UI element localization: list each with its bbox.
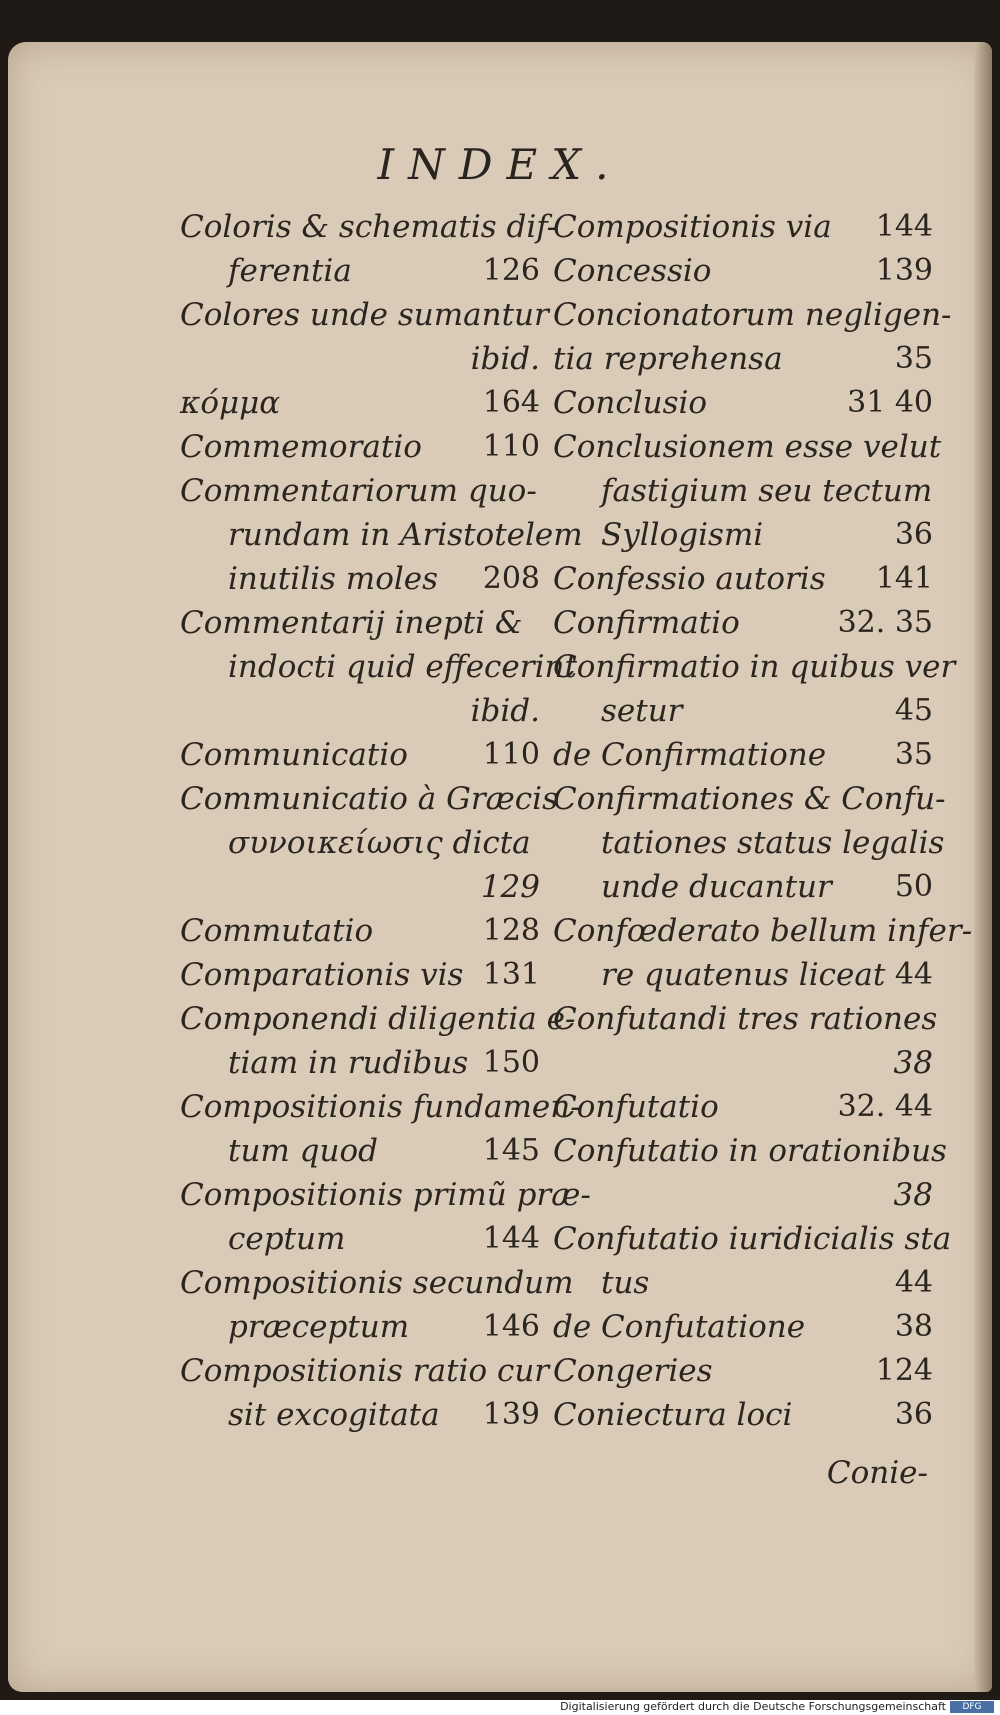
index-page-number: 110 [482,429,540,464]
index-entry-text: Compositionis ratio cur [180,1353,550,1389]
index-entry-text: Conclusionem esse velut [553,429,942,465]
index-entry-line [553,777,946,821]
index-entry-line [180,909,540,953]
index-entry-line [553,1217,952,1261]
index-entry-line [553,1305,933,1349]
index-entry [553,601,933,645]
index-entry [553,997,938,1085]
index-entry-text: tia reprehensa [553,341,783,377]
index-entry-text: Communicatio à Græcis [180,781,558,817]
index-page-number: 45 [894,693,933,728]
index-entry-line [180,1173,591,1217]
index-page-number: 126 [482,253,540,288]
index-entry-text: Comparationis vis [180,957,464,993]
index-entry-line [553,249,933,293]
index-entry-line [553,293,952,337]
index-entry-line [180,1393,540,1437]
index-entry [180,469,583,601]
index-entry [553,645,956,733]
dfg-logo: DFG [950,1701,994,1713]
index-entry-text: Coloris & schematis dif- [180,209,558,245]
index-entry [553,1393,933,1437]
index-entry-line [180,1217,540,1261]
index-entry-line [180,1085,581,1129]
index-entry-line [180,249,540,293]
index-entry-line [180,1261,574,1305]
index-entry-text: tus [601,1265,650,1301]
index-entry-text: Colores unde sumantur [180,297,549,333]
index-entry [553,1085,933,1129]
index-entry-text: Communicatio [180,737,408,773]
index-entry-text: de Confutatione [553,1309,806,1345]
index-entry-text: Confessio autoris [553,561,826,597]
index-entry-line [180,645,577,689]
index-page-number: 146 [482,1309,540,1344]
index-entry [180,1261,574,1349]
index-entry [553,777,946,909]
index-entry-line [553,557,933,601]
index-entry [553,1217,952,1305]
index-entry [553,381,933,425]
index-entry-text: re quatenus liceat [601,957,886,993]
footer-credit: Digitalisierung gefördert durch die Deutsche Forschungsgemeinschaft [560,1700,946,1713]
index-entry [180,909,540,953]
index-entry-line [180,1305,540,1349]
index-entry-text: 38 [893,1045,933,1081]
index-entry-text: inutilis moles [228,561,439,597]
index-entry-text: Confirmatio in quibus ver [553,649,956,685]
index-page-number: 36 [894,1397,933,1432]
index-entry [553,205,933,249]
index-entry-text: præceptum [228,1309,410,1345]
index-entry-line [180,777,558,821]
index-entry [553,1305,933,1349]
index-entry-text: Compositionis via [553,209,832,245]
index-entry [180,205,558,293]
index-entry-line [553,601,933,645]
index-entry-text: Commentariorum quo- [180,473,537,509]
index-entry-line [180,381,540,425]
index-page-number: 31 40 [847,385,933,420]
index-page-number: 164 [482,385,540,420]
index-page-number: 32. 44 [837,1089,933,1124]
index-page-number: 44 [894,957,933,992]
index-entry [180,1173,591,1261]
index-entry-text: de Confirmatione [553,737,827,773]
index-entry [180,777,558,909]
index-entry-text: Congeries [553,1353,713,1389]
index-entry-line [180,293,549,337]
index-entry-line [553,733,933,777]
index-page-number: 128 [482,913,540,948]
index-entry-text: Commemoratio [180,429,422,465]
footer [0,1700,1000,1715]
index-entry-text: Componendi diligentia e- [180,1001,576,1037]
index-entry-text: Confutatio in orationibus [553,1133,947,1169]
index-page-number: 38 [894,1309,933,1344]
index-entry [553,249,933,293]
index-entry-line [180,601,540,645]
index-page-number: 50 [894,869,933,904]
index-entry [553,1349,933,1393]
index-entry-text: συνοικείωσις dicta [228,825,531,861]
index-entry-text: Confœderato bellum infer- [553,913,973,949]
index-page-number: 208 [482,561,540,596]
index-entry-text: sit excogitata [228,1397,440,1433]
index-entry-text: Concionatorum negligen- [553,297,952,333]
index-entry-line [180,205,558,249]
index-entry-text: Concessio [553,253,712,289]
index-page-number: 139 [482,1397,540,1432]
index-entry-line [553,821,945,865]
index-entry [180,293,549,381]
index-page-number: 36 [894,517,933,552]
index-entry-text: fastigium seu tectum [601,473,933,509]
index-entry [553,909,973,997]
index-entry-text: unde ducantur [601,869,832,905]
index-entry-line [553,1349,933,1393]
index-entry-line [553,997,938,1041]
index-entry-text: rundam in Aristotelem [228,517,583,553]
index-entry-line [180,953,540,997]
index-entry-line [180,1129,540,1173]
index-entry-text: Commentarij inepti & [180,605,523,641]
index-entry [553,425,942,557]
index-entry-text: ibid. [470,341,540,377]
index-entry [180,953,540,997]
index-entry-line [553,645,956,689]
index-entry [180,381,540,425]
index-entry-text: ceptum [228,1221,346,1257]
index-entry-line [180,1349,550,1393]
index-entry [553,1129,947,1217]
index-page-number: 110 [482,737,540,772]
index-entry-line [180,733,540,777]
index-entry-text: ferentia [228,253,352,289]
index-page-number: 141 [875,561,933,596]
index-page-number: 145 [482,1133,540,1168]
index-entry-text: Confutatio [553,1089,719,1125]
index-entry-line [180,513,583,557]
index-entry [553,293,952,381]
index-entry-line [553,513,933,557]
index-entry-text: tationes status legalis [601,825,945,861]
index-page-number: 44 [894,1265,933,1300]
index-entry-line [553,425,942,469]
index-entry-line [180,689,540,733]
index-entry-text: Compositionis primũ præ- [180,1177,591,1213]
index-entry-line [553,1261,933,1305]
index-entry [180,425,540,469]
index-entry-line [553,1393,933,1437]
index-entry-line [553,1173,933,1217]
page-edge [974,42,992,1692]
index-page-number: 35 [894,737,933,772]
index-entry-line [553,205,933,249]
index-entry-line [553,1129,947,1173]
index-page-number: 139 [875,253,933,288]
index-entry-text: Conclusio [553,385,708,421]
index-entry-line [553,909,973,953]
index-column-left [180,205,591,1437]
index-entry-line [553,689,933,733]
index-entry-text: κόμμα [180,385,281,421]
index-entry-line [180,469,540,513]
index-page-number: 32. 35 [837,605,933,640]
index-entry-text: 129 [480,869,540,905]
index-entry-line [553,1085,933,1129]
index-entry-line [180,557,540,601]
index-entry-line [180,337,540,381]
index-entry-line [180,821,540,865]
index-entry-text: Confirmationes & Confu- [553,781,946,817]
index-entry-text: setur [601,693,683,729]
index-entry [180,1085,581,1173]
index-entry [180,1349,550,1437]
index-entry-line [553,337,933,381]
index-column-right [553,205,973,1437]
index-page-number: 35 [894,341,933,376]
index-entry-line [553,1041,933,1085]
index-entry-text: Coniectura loci [553,1397,793,1433]
index-entry [180,997,576,1085]
index-entry-line [553,469,933,513]
index-entry [553,733,933,777]
index-entry-text: Compositionis fundamen- [180,1089,581,1125]
index-page-number: 150 [482,1045,540,1080]
index-entry-line [180,997,576,1041]
index-entry-text: tum quod [228,1133,378,1169]
index-entry-line [180,425,540,469]
index-page-number: 144 [875,209,933,244]
index-entry-text: Commutatio [180,913,374,949]
index-entry-text: Confirmatio [553,605,740,641]
page-title: INDEX. [377,140,623,189]
index-entry [553,557,933,601]
index-page-number: 144 [482,1221,540,1256]
index-entry-text: Confutatio iuridicialis sta [553,1221,952,1257]
catchword: Conie- [826,1455,928,1491]
index-entry-line [553,381,933,425]
index-page-number: 124 [875,1353,933,1388]
index-entry-text: tiam in rudibus [228,1045,469,1081]
index-entry-line [180,1041,540,1085]
index-entry [180,733,540,777]
index-entry [180,601,577,733]
index-entry-text: indocti quid effecerint [228,649,577,685]
index-entry-text: 38 [893,1177,933,1213]
index-entry-text: Confutandi tres rationes [553,1001,938,1037]
index-entry-line [180,865,540,909]
index-entry-line [553,865,933,909]
index-entry-line [553,953,933,997]
index-entry-text: Syllogismi [601,517,764,553]
index-entry-text: Compositionis secundum [180,1265,574,1301]
index-entry-text: ibid. [470,693,540,729]
index-page-number: 131 [482,957,540,992]
